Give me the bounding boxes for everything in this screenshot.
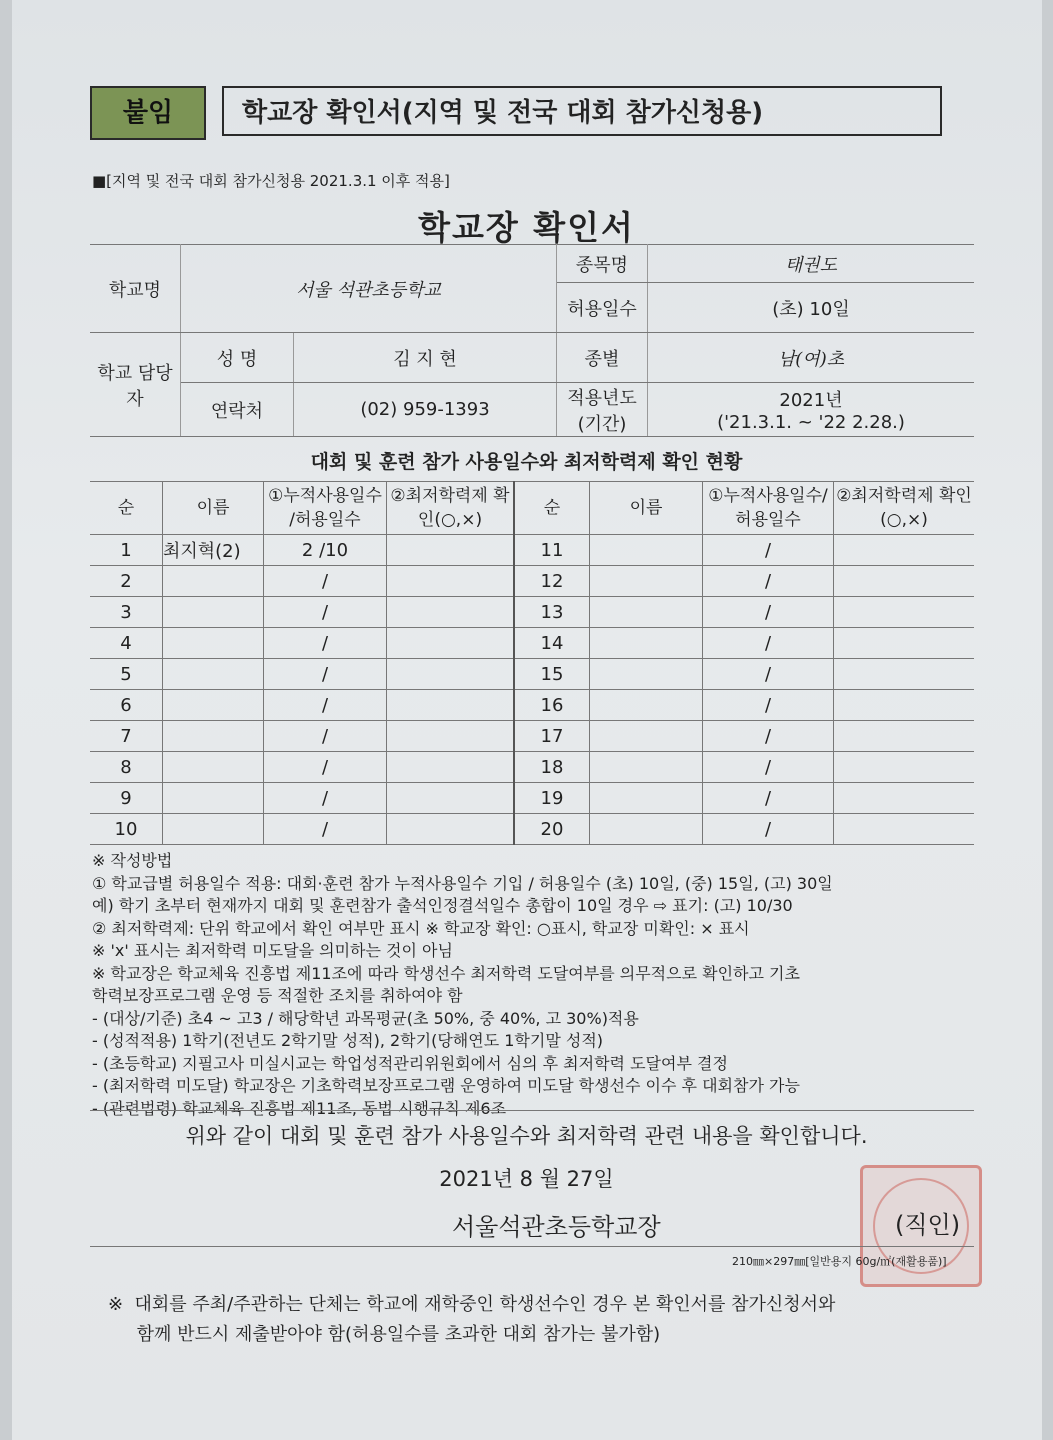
school-label: 학교명 — [90, 245, 181, 333]
table-cell-name — [590, 566, 703, 597]
year-cell — [648, 383, 975, 437]
table-cell-name — [590, 814, 703, 845]
note-line: - (초등학교) 지필고사 미실시교는 학업성적관리위원회에서 심의 후 최저학력 도달여부 결정 — [92, 1053, 728, 1073]
table-row — [90, 783, 974, 814]
note-line: ※ 학교장은 학교체육 진흥법 제11조에 따라 학생선수 최저학력 도달여부를 의무적으로 확인하고 기초 — [92, 963, 800, 983]
table-cell-chk — [387, 597, 515, 628]
note-line: - (대상/기준) 초4 ~ 고3 / 해당학년 과목평균(초 50%, 중 40%, 고 30%)적용 — [92, 1008, 639, 1028]
divider — [90, 1110, 974, 1111]
table-cell-n: 2 — [90, 566, 163, 597]
paper-spec: 210㎜×297㎜[일반용지 60g/㎡(재활용품)] — [732, 1255, 947, 1268]
note-line: - (최저학력 미도달) 학교장은 기초학력보장프로그램 운영하여 미도달 학생선수 이수 후 대회참가 가능 — [92, 1076, 800, 1095]
table-cell-n: 11 — [514, 535, 590, 566]
table-cell-days: / — [703, 783, 834, 814]
col-header: 순 — [90, 482, 163, 535]
col-header: ①누적사용일수/ 허용일수 — [703, 482, 834, 535]
col-header: 순 — [514, 482, 590, 535]
col-header: ②최저학력제 확인(○,×) — [834, 482, 975, 535]
table-cell-chk — [834, 535, 975, 566]
page-title: 학교장 확인서 — [418, 208, 635, 247]
table-cell-name — [590, 752, 703, 783]
table-row — [90, 597, 974, 628]
bottom-note-line: ※ 대회를 주최/주관하는 단체는 학교에 재학중인 학생선수인 경우 본 확인서를 참가신청서와 — [108, 1294, 836, 1315]
table-cell-name — [163, 814, 264, 845]
table-cell-n: 9 — [90, 783, 163, 814]
table-cell-n: 15 — [514, 659, 590, 690]
table-cell-days: / — [703, 566, 834, 597]
contact-value: (02) 959-1393 — [294, 383, 557, 437]
table-cell-days: / — [703, 721, 834, 752]
contact-label: 연락처 — [181, 383, 294, 437]
table-cell-chk — [834, 783, 975, 814]
document-header-title: 학교장 확인서(지역 및 전국 대회 참가신청용) — [222, 86, 942, 136]
table-cell-n: 8 — [90, 752, 163, 783]
table-cell-chk — [834, 659, 975, 690]
name-label: 성 명 — [181, 333, 294, 383]
seal-label: (직인) — [895, 1211, 961, 1239]
allow-value: (초) 10일 — [648, 283, 975, 333]
note-line: ① 학교급별 허용일수 적용: 대회·훈련 참가 누적사용일수 기입 / 허용일수 (초) 10일, (중) 15일, (고) 30일 — [92, 873, 833, 893]
table-cell-days: / — [264, 721, 387, 752]
table-cell-chk — [834, 752, 975, 783]
note-line: ② 최저학력제: 단위 학교에서 확인 여부만 표시 ※ 학교장 확인: ○표시, 학교장 미확인: × 표시 — [92, 918, 750, 938]
table-cell-n: 3 — [90, 597, 163, 628]
table-cell-name — [163, 659, 264, 690]
table-cell-chk — [834, 566, 975, 597]
table-cell-n: 5 — [90, 659, 163, 690]
table-cell-days: / — [264, 597, 387, 628]
table-cell-n: 12 — [514, 566, 590, 597]
table-cell-name — [163, 752, 264, 783]
table-cell-days: / — [703, 690, 834, 721]
attachment-tag: 붙임 — [90, 86, 206, 140]
note-line: ※ 'x' 표시는 최저학력 미도달을 의미하는 것이 아님 — [92, 941, 453, 960]
table-cell-chk — [834, 628, 975, 659]
year-range: ('21.3.1. ~ '22 2.28.) — [717, 412, 905, 433]
col-header: ①누적사용일수 /허용일수 — [264, 482, 387, 535]
name-value: 김 지 현 — [294, 333, 557, 383]
table-cell-n: 19 — [514, 783, 590, 814]
table-cell-days: / — [703, 597, 834, 628]
note-line: 학력보장프로그램 운영 등 적절한 조치를 취하여야 함 — [92, 986, 463, 1005]
table-cell-chk — [387, 535, 515, 566]
table-row — [90, 566, 974, 597]
divider — [90, 1246, 974, 1247]
col-header: 이름 — [163, 482, 264, 535]
bottom-note — [108, 1290, 835, 1350]
school-value: 서울 석관초등학교 — [181, 245, 557, 333]
allow-label: 허용일수 — [557, 283, 648, 333]
school-principal-name: 서울석관초등학교장 — [452, 1213, 661, 1241]
table-cell-days: / — [703, 659, 834, 690]
table-cell-name — [163, 628, 264, 659]
manager-label: 학교 담당자 — [90, 333, 181, 437]
table-cell-n: 6 — [90, 690, 163, 721]
table-cell-name — [590, 783, 703, 814]
type-value: 남(여)초 — [648, 333, 975, 383]
instructions — [92, 850, 992, 1120]
table-cell-n: 20 — [514, 814, 590, 845]
table-cell-days: / — [703, 628, 834, 659]
table-cell-days: / — [264, 752, 387, 783]
table-cell-days: / — [264, 814, 387, 845]
info-table — [90, 244, 974, 437]
table-cell-chk — [387, 814, 515, 845]
table-cell-name — [590, 690, 703, 721]
table-cell-chk — [834, 690, 975, 721]
applicability-note: ■[지역 및 전국 대회 참가신청용 2021.3.1 이후 적용] — [92, 172, 450, 190]
note-line: ※ 작성방법 — [92, 851, 173, 870]
table-cell-days: / — [703, 814, 834, 845]
table-cell-days: / — [264, 659, 387, 690]
table-cell-days: / — [264, 690, 387, 721]
table-cell-n: 1 — [90, 535, 163, 566]
usage-table-body — [90, 535, 974, 845]
table-cell-name — [163, 566, 264, 597]
table-cell-name — [590, 628, 703, 659]
table-cell-n: 10 — [90, 814, 163, 845]
usage-table — [90, 481, 974, 845]
table-cell-n: 18 — [514, 752, 590, 783]
col-header: ②최저학력제 확인(○,×) — [387, 482, 515, 535]
table-cell-chk — [387, 752, 515, 783]
table-row — [90, 721, 974, 752]
table-cell-name — [590, 721, 703, 752]
table-cell-name: 최지혁(2) — [163, 535, 264, 566]
table-cell-chk — [387, 721, 515, 752]
table-cell-days: / — [703, 535, 834, 566]
table-row — [90, 535, 974, 566]
table-cell-name — [163, 783, 264, 814]
note-line: - (성적적용) 1학기(전년도 2학기말 성적), 2학기(당해연도 1학기말 성적) — [92, 1031, 604, 1050]
table-cell-chk — [387, 690, 515, 721]
col-header: 이름 — [590, 482, 703, 535]
table-cell-chk — [387, 659, 515, 690]
note-line: - (관련법령) 학교체육 진흥법 제11조, 동법 시행규칙 제6조 — [92, 1098, 507, 1118]
table-cell-chk — [387, 628, 515, 659]
table-cell-days: / — [264, 783, 387, 814]
table-cell-name — [590, 659, 703, 690]
note-line: 예) 학기 초부터 현재까지 대회 및 훈련참가 출석인정결석일수 총합이 10일 경우 ⇨ 표기: (고) 10/30 — [92, 896, 793, 915]
table-cell-name — [163, 721, 264, 752]
table-cell-name — [590, 535, 703, 566]
table-row — [90, 814, 974, 845]
table-cell-chk — [387, 566, 515, 597]
table-cell-n: 4 — [90, 628, 163, 659]
table-cell-days: / — [264, 566, 387, 597]
table-cell-chk — [834, 597, 975, 628]
table-cell-chk — [834, 721, 975, 752]
year-label: 적용년도 (기간) — [557, 383, 648, 437]
table-cell-chk — [834, 814, 975, 845]
table-cell-n: 7 — [90, 721, 163, 752]
table-cell-days: / — [264, 628, 387, 659]
table-cell-n: 14 — [514, 628, 590, 659]
section-title: 대회 및 훈련 참가 사용일수와 최저학력제 확인 현황 — [310, 451, 743, 473]
table-cell-chk — [387, 783, 515, 814]
table-cell-n: 13 — [514, 597, 590, 628]
table-cell-name — [163, 690, 264, 721]
table-cell-name — [163, 597, 264, 628]
table-row — [90, 628, 974, 659]
table-cell-days: / — [703, 752, 834, 783]
bottom-note-line: 함께 반드시 제출받아야 함(허용일수를 초과한 대회 참가는 불가함) — [108, 1324, 661, 1345]
table-cell-n: 16 — [514, 690, 590, 721]
year-value: 2021년 — [779, 390, 843, 411]
table-cell-n: 17 — [514, 721, 590, 752]
table-row — [90, 659, 974, 690]
event-value: 태권도 — [648, 245, 975, 283]
table-row — [90, 752, 974, 783]
confirmation-statement: 위와 같이 대회 및 훈련 참가 사용일수와 최저학력 관련 내용을 확인합니다. — [185, 1124, 868, 1148]
table-cell-name — [590, 597, 703, 628]
event-label: 종목명 — [557, 245, 648, 283]
table-row — [90, 690, 974, 721]
type-label: 종별 — [557, 333, 648, 383]
signature-date: 2021년 8 월 27일 — [439, 1167, 614, 1191]
table-cell-days: 2 /10 — [264, 535, 387, 566]
